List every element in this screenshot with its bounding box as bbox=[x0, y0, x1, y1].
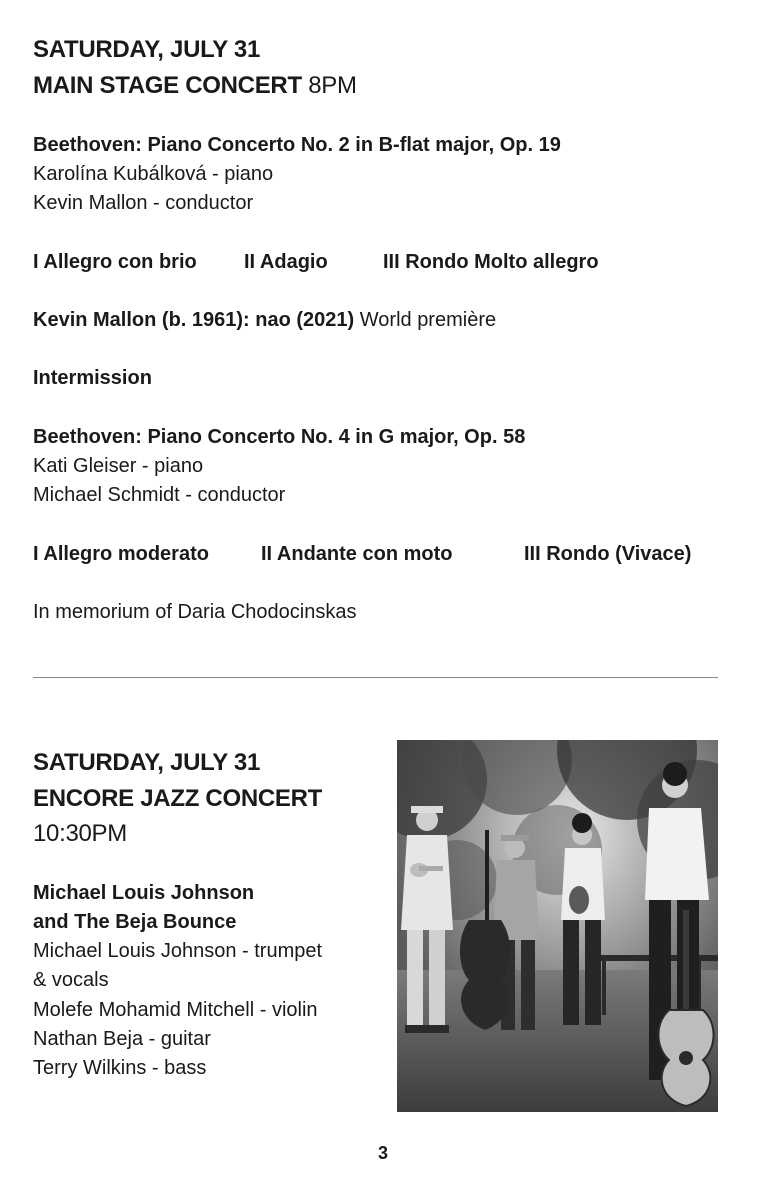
piece-3-title: Beethoven: Piano Concerto No. 4 in G major, Op. 58 bbox=[33, 426, 526, 448]
piece-1-conductor: Kevin Mallon - conductor bbox=[33, 192, 254, 214]
piece-2-title: Kevin Mallon (b. 1961): nao (2021) bbox=[33, 309, 355, 331]
program-page bbox=[33, 0, 723, 1191]
piece-1-soloist: Karolína Kubálková - piano bbox=[33, 163, 274, 185]
movement-1: I Allegro moderato bbox=[33, 543, 209, 565]
movement-2: II Adagio bbox=[244, 251, 328, 273]
piece-2 bbox=[33, 306, 496, 334]
performer-violin: Molefe Mohamid Mitchell - violin bbox=[33, 999, 318, 1021]
band-photo bbox=[397, 740, 718, 1112]
performer-trumpet-cont: & vocals bbox=[33, 969, 109, 991]
piece-1-title: Beethoven: Piano Concerto No. 2 in B-flat major, Op. 19 bbox=[33, 134, 561, 156]
piece-3-conductor: Michael Schmidt - conductor bbox=[33, 484, 286, 506]
jazz-concert-time: 10:30PM bbox=[33, 820, 127, 847]
jazz-concert-date: SATURDAY, JULY 31 bbox=[33, 749, 261, 776]
piece-1-movements bbox=[33, 248, 673, 276]
performer-trumpet: Michael Louis Johnson - trumpet bbox=[33, 940, 323, 962]
jazz-concert-title: ENCORE JAZZ CONCERT bbox=[33, 785, 322, 812]
band-name-line-2: and The Beja Bounce bbox=[33, 911, 237, 933]
main-concert-title: MAIN STAGE CONCERT bbox=[33, 72, 302, 99]
section-divider bbox=[33, 677, 718, 678]
performer-bass: Terry Wilkins - bass bbox=[33, 1057, 207, 1079]
band-name-line-1: Michael Louis Johnson bbox=[33, 882, 255, 904]
intermission-label: Intermission bbox=[33, 367, 152, 389]
movement-2: II Andante con moto bbox=[261, 543, 453, 565]
movement-3: III Rondo (Vivace) bbox=[524, 543, 692, 565]
piece-3-movements bbox=[33, 540, 723, 568]
main-concert-heading bbox=[33, 70, 357, 102]
jazz-concert-time-line bbox=[33, 818, 127, 850]
piece-3-soloist: Kati Gleiser - piano bbox=[33, 455, 204, 477]
main-concert-time: 8PM bbox=[308, 72, 357, 99]
movement-1: I Allegro con brio bbox=[33, 251, 197, 273]
main-concert-date: SATURDAY, JULY 31 bbox=[33, 36, 261, 63]
piece-2-note: World première bbox=[359, 309, 497, 331]
performer-guitar: Nathan Beja - guitar bbox=[33, 1028, 211, 1050]
movement-3: III Rondo Molto allegro bbox=[383, 251, 599, 273]
memorial-note: In memorium of Daria Chodocinskas bbox=[33, 601, 357, 623]
page-number: 3 bbox=[377, 1143, 388, 1163]
